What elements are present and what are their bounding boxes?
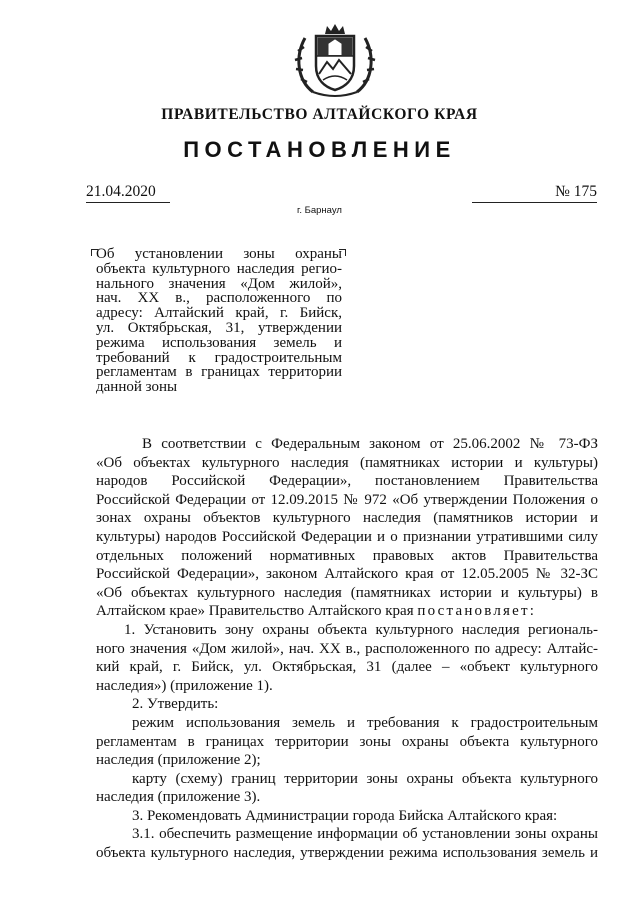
body-line: народов Российской Федерации», постановлением Правительства	[96, 473, 598, 490]
subject-line: данной зоны	[96, 379, 178, 396]
body-line: отдельных положений нормативных правовых актов Правительства	[96, 547, 598, 564]
document-type: ПОСТАНОВЛЕНИЕ	[183, 137, 456, 162]
item-3-heading: 3. Рекомендовать Администрации города Бийска Алтайского края:	[132, 807, 558, 824]
body-line: Российской Федерации от 12.09.2015 № 972 «Об утверждении Положения о	[96, 491, 598, 508]
subject-block	[96, 247, 342, 395]
subject-line: ул. Октябрьская, 31, утверждении	[96, 319, 342, 336]
body-line: В соответствии с Федеральным законом от 25.06.2002 № 73-ФЗ	[142, 436, 598, 452]
body-line: Российской Федерации», законом Алтайского края от 12.05.2005 № 32-ЗС	[96, 566, 598, 583]
document-date: 21.04.2020	[86, 183, 170, 203]
item-2b-line: карту (схему) границ территории зоны охраны объекта культурного	[132, 770, 598, 787]
body-line: «Об объектах культурного наследия (памятниках истории и культуры) в	[96, 584, 598, 601]
body-line-decree	[96, 602, 598, 621]
subject-line: требований к градостроительным	[96, 349, 342, 366]
subject-line: нального значения «Дом жилой»,	[96, 275, 342, 292]
body-line: культуры) народов Российской Федерации и о признании утратившими силу	[96, 528, 598, 545]
document-number: № 175	[472, 183, 597, 203]
subject-line: нач. XX в., расположенного по	[96, 290, 342, 307]
subject-line: адресу: Алтайский край, г. Бийск,	[96, 305, 342, 322]
document-city: г. Барнаул	[297, 205, 342, 216]
preamble-last-prefix: Алтайском крае» Правительство Алтайского края	[96, 603, 418, 620]
item-3-1-line: объекта культурного наследия, утверждении режима использования земель и	[96, 845, 598, 862]
item-2a-line: регламентам в границах территории зоны охраны объекта культурного	[96, 733, 598, 750]
body-line: зонах охраны объектов культурного наследия (памятников истории и	[96, 510, 598, 527]
body-line: «Об объектах культурного наследия (памятниках истории и культуры)	[96, 454, 598, 471]
item-1-line: наследия») (приложение 1).	[96, 677, 273, 694]
item-1-line: 1. Установить зону охраны объекта культурного наследия региональ-	[124, 621, 598, 638]
item-1-line: кий край, г. Бийск, ул. Октябрьская, 31 (далее – «объект культурного	[96, 659, 598, 676]
item-1-line: ного значения «Дом жилой», нач. XX в., расположенного по адресу: Алтайс-	[96, 640, 598, 657]
authority-name: ПРАВИТЕЛЬСТВО АЛТАЙСКОГО КРАЯ	[161, 106, 478, 123]
item-2-heading: 2. Утвердить:	[132, 696, 219, 713]
subject-line: регламентам в границах территории	[96, 364, 342, 381]
decree-word: постановляет:	[417, 603, 537, 620]
item-2a-line: режим использования земель и требования к градостроительным	[132, 714, 598, 731]
document-body	[96, 435, 598, 863]
item-2a-line: наследия (приложение 2);	[96, 752, 261, 769]
subject-line: режима использования земель и	[96, 334, 342, 351]
subject-line: Об установлении зоны охраны	[96, 246, 342, 262]
subject-line: объекта культурного наследия регио-	[96, 260, 342, 277]
altai-krai-coat-of-arms-icon	[289, 22, 381, 98]
item-2b-line: наследия (приложение 3).	[96, 789, 261, 806]
item-3-1-line: 3.1. обеспечить размещение информации об установлении зоны охраны	[132, 826, 598, 843]
